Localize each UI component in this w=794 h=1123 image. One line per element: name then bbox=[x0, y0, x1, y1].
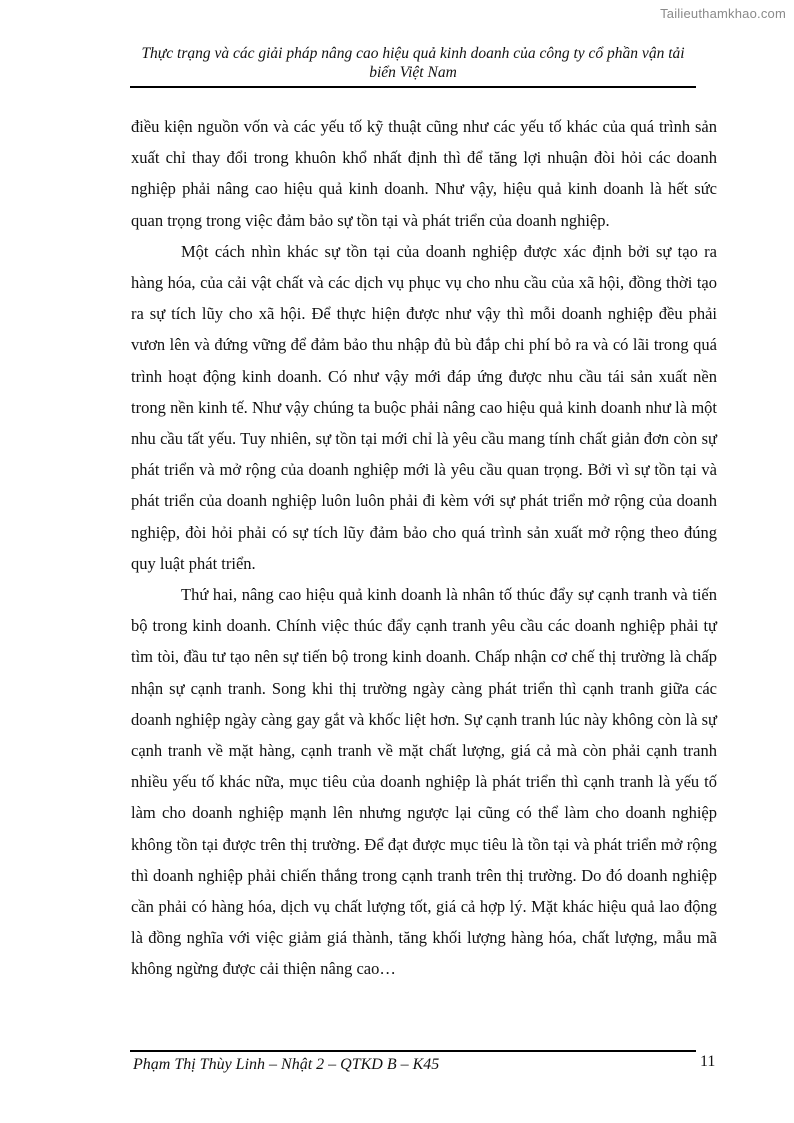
document-body bbox=[131, 111, 717, 985]
footer-author: Phạm Thị Thùy Linh – Nhật 2 – QTKD B – K45 bbox=[133, 1056, 440, 1073]
page-header-title: Thực trạng và các giải pháp nâng cao hiệu quả kinh doanh của công ty cổ phần vận tải biển Việt Nam bbox=[141, 45, 685, 81]
paragraph-3: Thứ hai, nâng cao hiệu quả kinh doanh là nhân tố thúc đẩy sự cạnh tranh và tiến bộ trong kinh doanh. Chính việc thúc đẩy cạnh tranh yêu cầu các doanh nghiệp phải tự tìm tòi, đầu tư tạo nên sự tiến bộ trong kinh doanh. Chấp nhận cơ chế thị trường là chấp nhận sự cạnh tranh. Song khi thị trường ngày càng phát triển thì cạnh tranh giữa các doanh nghiệp ngày càng gay gắt và khốc liệt hơn. Sự cạnh tranh lúc này không còn là sự cạnh tranh về mặt hàng, cạnh tranh về mặt chất lượng, giá cả mà còn phải cạnh tranh nhiều yếu tố khác nữa, mục tiêu của doanh nghiệp là phát triển thì cạnh tranh là yếu tố làm cho doanh nghiệp mạnh lên nhưng ngược lại cũng có thể làm cho doanh nghiệp không tồn tại được trên thị trường. Để đạt được mục tiêu là tồn tại và phát triển mở rộng thì doanh nghiệp phải chiến thắng trong cạnh tranh trên thị trường. Do đó doanh nghiệp cần phải có hàng hóa, dịch vụ chất lượng tốt, giá cả hợp lý. Mặt khác hiệu quả lao động là đồng nghĩa với việc giảm giá thành, tăng khối lượng hàng hóa, chất lượng, mẫu mã không ngừng được cải thiện nâng cao… bbox=[131, 585, 717, 979]
page-number: 11 bbox=[700, 1053, 716, 1070]
paragraph-2: Một cách nhìn khác sự tồn tại của doanh nghiệp được xác định bởi sự tạo ra hàng hóa, của cải vật chất và các dịch vụ phục vụ cho nhu cầu của xã hội, đồng thời tạo ra sự tích lũy cho xã hội. Để thực hiện được như vậy thì mỗi doanh nghiệp đều phải vươn lên và đứng vững để đảm bảo thu nhập đủ bù đắp chi phí bỏ ra và có lãi trong quá trình hoạt động kinh doanh. Có như vậy mới đáp ứng được nhu cầu tái sản xuất nền trong nền kinh tế. Như vậy chúng ta buộc phải nâng cao hiệu quả kinh doanh như là một nhu cầu tất yếu. Tuy nhiên, sự tồn tại mới chỉ là yêu cầu mang tính chất giản đơn còn sự phát triển và mở rộng của doanh nghiệp mới là yêu cầu quan trọng. Bởi vì sự tồn tại và phát triển của doanh nghiệp luôn luôn phải đi kèm với sự phát triển mở rộng của doanh nghiệp, đòi hỏi phải có sự tích lũy đảm bảo cho quá trình sản xuất mở rộng theo đúng quy luật phát triển. bbox=[131, 241, 717, 573]
footer-divider bbox=[130, 1050, 696, 1052]
header-divider bbox=[130, 86, 696, 88]
watermark: Tailieuthamkhao.com bbox=[660, 6, 786, 21]
paragraph-1: điều kiện nguồn vốn và các yếu tố kỹ thuật cũng như các yếu tố khác của quá trình sản xuất chỉ thay đổi trong khuôn khổ nhất định thì để tăng lợi nhuận đòi hỏi các doanh nghiệp phải nâng cao hiệu quả kinh doanh. Như vậy, hiệu quả kinh doanh là hết sức quan trọng trong việc đảm bảo sự tồn tại và phát triển của doanh nghiệp. bbox=[131, 117, 717, 230]
